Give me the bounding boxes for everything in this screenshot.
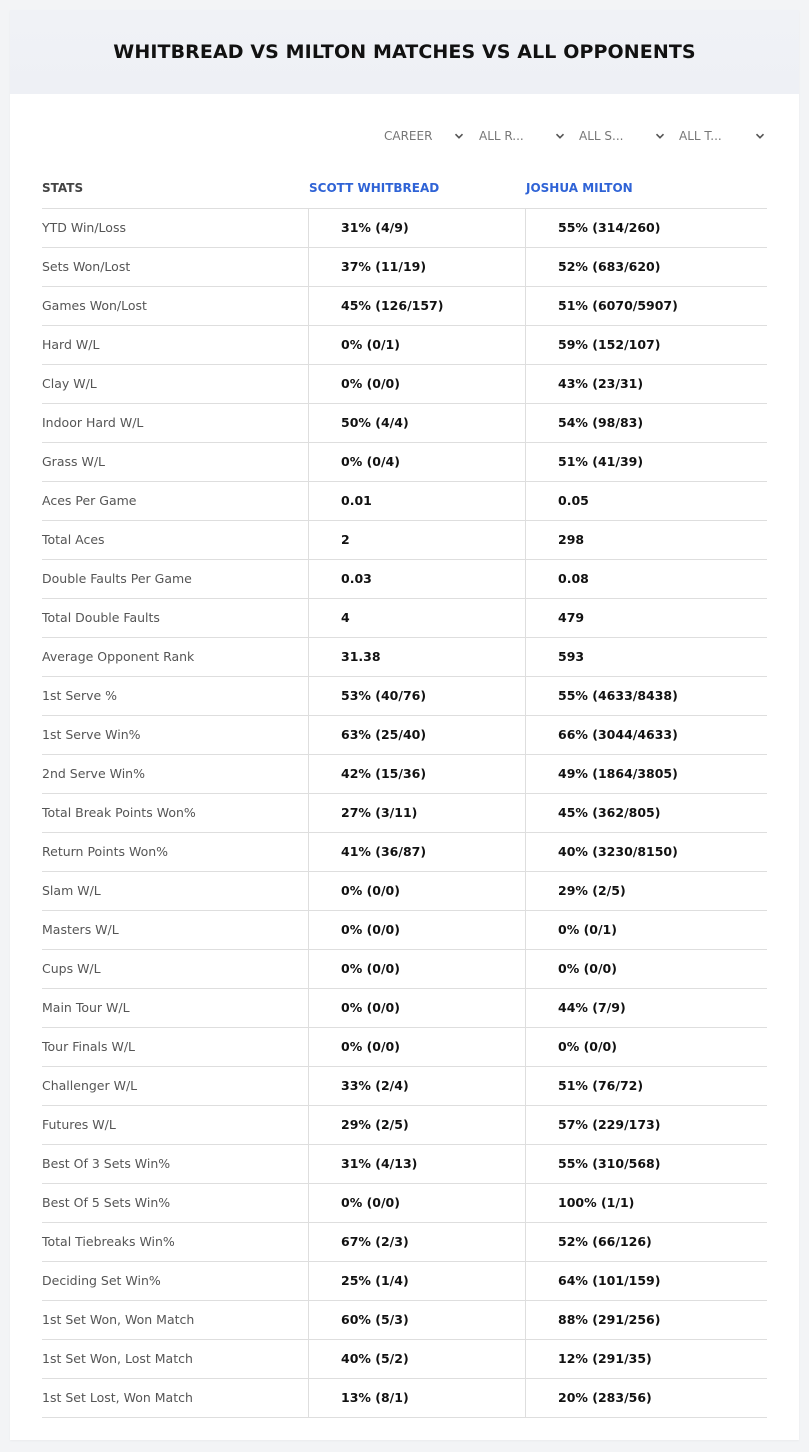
player2-stat-value: 57% (229/173) [525,1106,767,1144]
table-row [42,404,767,443]
player1-stat-value: 0.03 [308,560,525,598]
round-filter-value: ALL R... [479,129,524,143]
player2-stat-value: 479 [525,599,767,637]
player2-stat-value: 45% (362/805) [525,794,767,832]
table-row [42,989,767,1028]
stat-label: Tour Finals W/L [42,1039,136,1054]
player2-stat-value: 593 [525,638,767,676]
tournament-filter-value: ALL T... [679,129,722,143]
card-header [10,10,799,94]
player1-stat-value: 42% (15/36) [308,755,525,793]
player2-stat-value: 298 [525,521,767,559]
page-title: WHITBREAD VS MILTON MATCHES VS ALL OPPONENTS [113,41,696,63]
table-row [42,1184,767,1223]
stat-label: Best Of 3 Sets Win% [42,1156,171,1171]
table-row [42,326,767,365]
chevron-down-icon [655,131,665,141]
table-row [42,560,767,599]
table-row [42,287,767,326]
stat-label: Best Of 5 Sets Win% [42,1195,171,1210]
table-row [42,950,767,989]
player1-stat-value: 25% (1/4) [308,1262,525,1300]
table-row [42,1301,767,1340]
stats-column-header: STATS [42,181,84,195]
player2-stat-value: 0% (0/1) [525,911,767,949]
player1-stat-value: 0% (0/0) [308,1028,525,1066]
stat-label: 1st Set Won, Lost Match [42,1351,193,1366]
stat-label: Average Opponent Rank [42,649,195,664]
table-row [42,1106,767,1145]
player1-stat-value: 31.38 [308,638,525,676]
table-row [42,755,767,794]
player2-stat-value: 51% (41/39) [525,443,767,481]
player2-stat-value: 0% (0/0) [525,950,767,988]
stat-label: Grass W/L [42,454,106,469]
stat-label: Games Won/Lost [42,298,147,313]
table-row [42,833,767,872]
stat-label: 1st Set Won, Won Match [42,1312,195,1327]
stat-label: Futures W/L [42,1117,116,1132]
table-row [42,1067,767,1106]
stat-label: Challenger W/L [42,1078,138,1093]
player1-stat-value: 13% (8/1) [308,1379,525,1417]
player1-stat-value: 0.01 [308,482,525,520]
stat-label: Double Faults Per Game [42,571,192,586]
table-row [42,1223,767,1262]
player1-stat-value: 31% (4/9) [308,209,525,247]
player1-stat-value: 31% (4/13) [308,1145,525,1183]
stat-label: Masters W/L [42,922,119,937]
player2-stat-value: 0% (0/0) [525,1028,767,1066]
player1-stat-value: 0% (0/0) [308,950,525,988]
table-row [42,365,767,404]
table-row [42,794,767,833]
table-row [42,1262,767,1301]
chevron-down-icon [555,131,565,141]
tournament-filter-dropdown[interactable] [679,123,765,149]
player2-stat-value: 0.05 [525,482,767,520]
player1-stat-value: 63% (25/40) [308,716,525,754]
stat-label: Total Aces [42,532,105,547]
player2-stat-value: 64% (101/159) [525,1262,767,1300]
player1-stat-value: 41% (36/87) [308,833,525,871]
player1-stat-value: 27% (3/11) [308,794,525,832]
table-row [42,1028,767,1067]
stat-label: Total Break Points Won% [42,805,196,820]
player2-stat-value: 0.08 [525,560,767,598]
player1-stat-value: 37% (11/19) [308,248,525,286]
stat-label: Deciding Set Win% [42,1273,161,1288]
stat-label: YTD Win/Loss [42,220,126,235]
player1-column-header[interactable]: SCOTT WHITBREAD [309,181,440,195]
player2-stat-value: 12% (291/35) [525,1340,767,1378]
player2-stat-value: 20% (283/56) [525,1379,767,1417]
player2-stat-value: 59% (152/107) [525,326,767,364]
table-row [42,1340,767,1379]
stat-label: Total Double Faults [42,610,160,625]
player2-stat-value: 88% (291/256) [525,1301,767,1339]
stat-label: Total Tiebreaks Win% [42,1234,175,1249]
player1-stat-value: 53% (40/76) [308,677,525,715]
player2-stat-value: 52% (683/620) [525,248,767,286]
stat-label: Main Tour W/L [42,1000,130,1015]
player1-stat-value: 29% (2/5) [308,1106,525,1144]
player2-stat-value: 44% (7/9) [525,989,767,1027]
table-header [42,169,767,209]
player1-stat-value: 0% (0/0) [308,989,525,1027]
stat-label: 1st Serve % [42,688,118,703]
chevron-down-icon [755,131,765,141]
player1-stat-value: 40% (5/2) [308,1340,525,1378]
stat-label: 2nd Serve Win% [42,766,145,781]
player2-stat-value: 55% (310/568) [525,1145,767,1183]
table-row [42,638,767,677]
table-row [42,677,767,716]
player1-stat-value: 50% (4/4) [308,404,525,442]
surface-filter-value: ALL S... [579,129,624,143]
stat-label: Hard W/L [42,337,100,352]
table-row [42,248,767,287]
player1-stat-value: 0% (0/0) [308,911,525,949]
stat-label: Indoor Hard W/L [42,415,144,430]
table-row [42,521,767,560]
player1-stat-value: 67% (2/3) [308,1223,525,1261]
stats-table [42,169,767,1418]
player1-stat-value: 0% (0/0) [308,872,525,910]
player1-stat-value: 0% (0/4) [308,443,525,481]
player2-stat-value: 49% (1864/3805) [525,755,767,793]
player2-stat-value: 55% (314/260) [525,209,767,247]
table-row [42,1145,767,1184]
player1-stat-value: 60% (5/3) [308,1301,525,1339]
player2-stat-value: 55% (4633/8438) [525,677,767,715]
stat-label: Aces Per Game [42,493,137,508]
player2-column-header[interactable]: JOSHUA MILTON [526,181,633,195]
stats-card [10,10,799,1440]
table-row [42,443,767,482]
player1-stat-value: 0% (0/0) [308,1184,525,1222]
table-body [42,209,767,1418]
player1-stat-value: 45% (126/157) [308,287,525,325]
table-row [42,482,767,521]
filter-bar [10,123,799,149]
player2-stat-value: 54% (98/83) [525,404,767,442]
round-filter-dropdown[interactable] [479,123,565,149]
table-row [42,716,767,755]
table-row [42,872,767,911]
player2-stat-value: 100% (1/1) [525,1184,767,1222]
player1-stat-value: 0% (0/0) [308,365,525,403]
player1-stat-value: 4 [308,599,525,637]
player2-stat-value: 40% (3230/8150) [525,833,767,871]
chevron-down-icon [454,131,464,141]
stat-label: Clay W/L [42,376,97,391]
player2-stat-value: 51% (76/72) [525,1067,767,1105]
player2-stat-value: 66% (3044/4633) [525,716,767,754]
table-row [42,911,767,950]
player1-stat-value: 2 [308,521,525,559]
player1-stat-value: 0% (0/1) [308,326,525,364]
stat-label: Cups W/L [42,961,101,976]
stat-label: 1st Set Lost, Won Match [42,1390,193,1405]
surface-filter-dropdown[interactable] [579,123,665,149]
stat-label: Sets Won/Lost [42,259,131,274]
table-row [42,209,767,248]
player2-stat-value: 43% (23/31) [525,365,767,403]
player1-stat-value: 33% (2/4) [308,1067,525,1105]
player2-stat-value: 29% (2/5) [525,872,767,910]
stat-label: 1st Serve Win% [42,727,141,742]
player2-stat-value: 52% (66/126) [525,1223,767,1261]
table-row [42,1379,767,1418]
period-filter-dropdown[interactable] [384,123,464,149]
table-row [42,599,767,638]
stat-label: Return Points Won% [42,844,169,859]
player2-stat-value: 51% (6070/5907) [525,287,767,325]
period-filter-value: CAREER [384,129,433,143]
stat-label: Slam W/L [42,883,101,898]
